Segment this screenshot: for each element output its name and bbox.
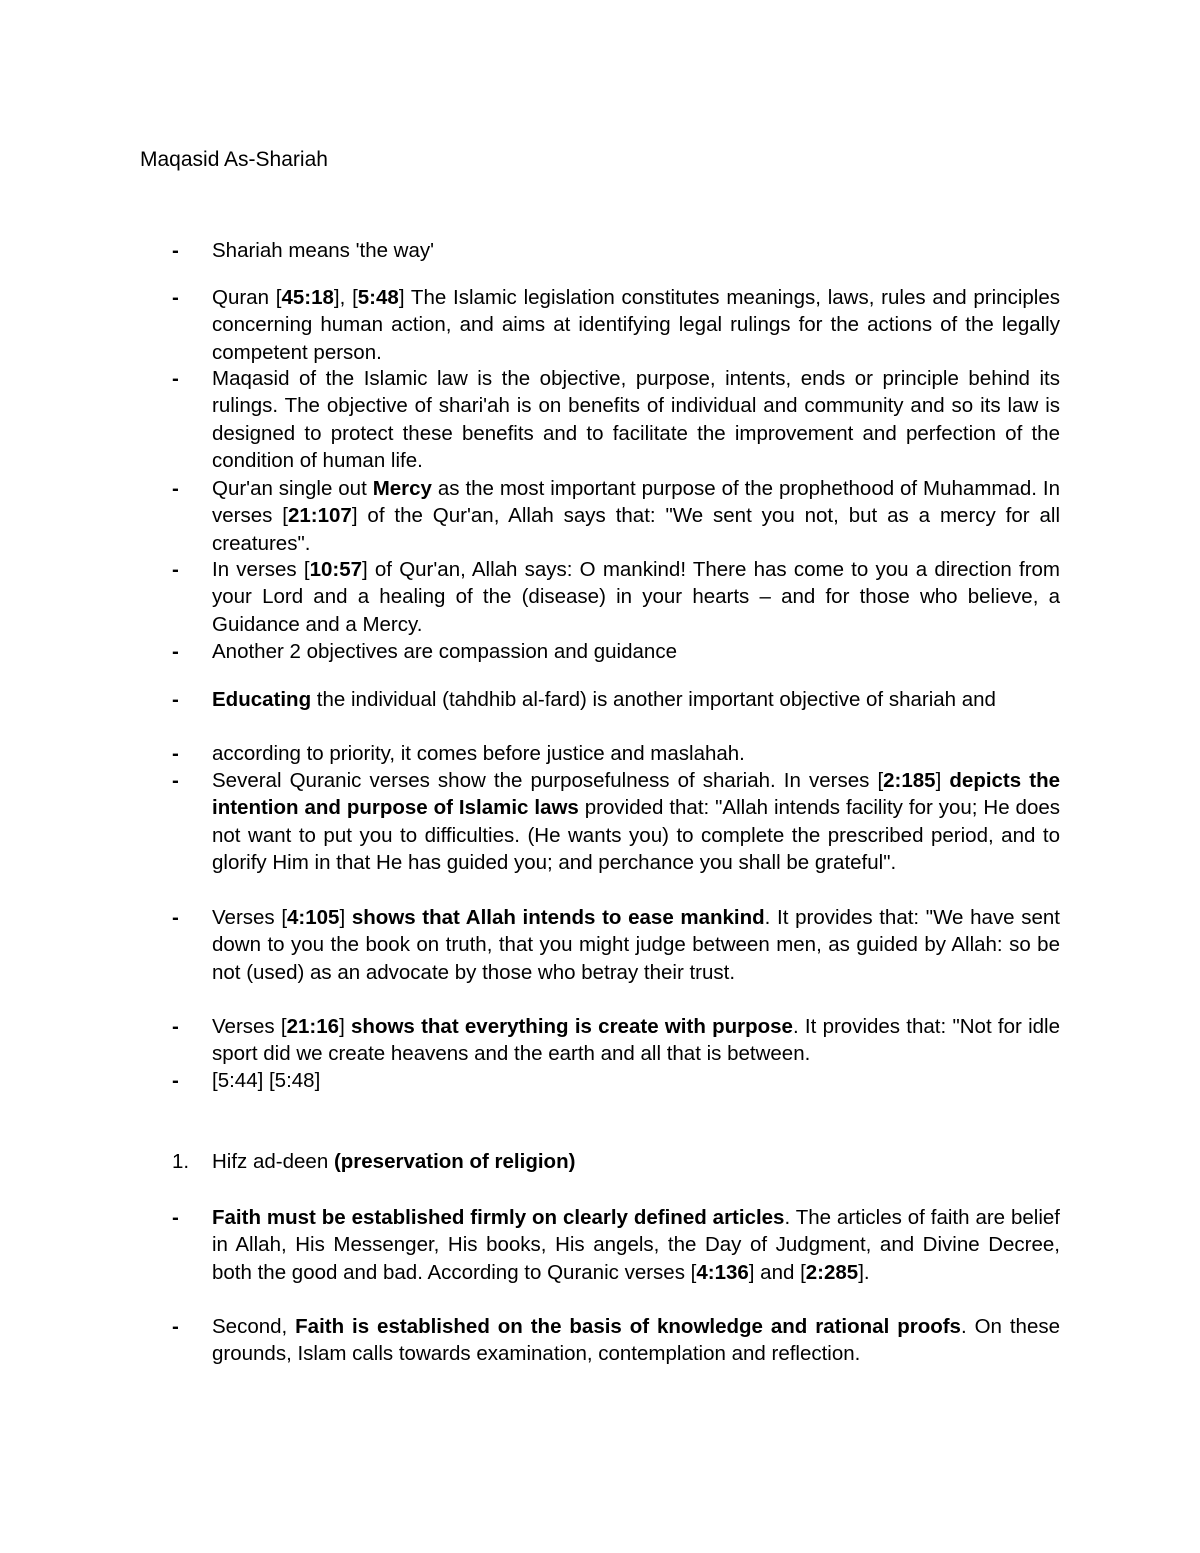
bullet-item: [172, 475, 1060, 557]
bullet-item: [172, 1067, 1060, 1094]
text-run: ]: [339, 906, 352, 929]
text-run: . It provides that: "We have sent down to you the book on truth, that you might judge between men, as guided by Allah: so be not (used) as an advocate by those who betray their trust.: [212, 906, 1060, 984]
item-text: [212, 365, 1060, 474]
text-run: In verses [: [212, 558, 310, 581]
item-text: [212, 1067, 1060, 1094]
bullet-dash: -: [172, 688, 179, 711]
bold-text: shows that everything is create with purpose: [351, 1015, 793, 1038]
bold-text: 4:105: [287, 906, 340, 929]
bullet-item: [172, 904, 1060, 986]
text-run: . On these grounds, Islam calls towards examination, contemplation and reflection.: [212, 1315, 1060, 1366]
text-run: . It provides that: "Not for idle sport did we create heavens and the earth and all that is between.: [212, 1015, 1060, 1066]
item-text: [212, 904, 1060, 986]
bullet-item: [172, 1204, 1060, 1286]
text-run: [5:44] [5:48]: [212, 1069, 321, 1092]
bullet-item: [172, 686, 1060, 713]
bullet-dash: -: [172, 1206, 179, 1229]
text-run: Quran [: [212, 286, 282, 309]
text-run: ] of Qur'an, Allah says: O mankind! There has come to you a direction from your Lord and a healing of the (disease) in your hearts – and for those who believe, a Guidance and a Mercy.: [212, 558, 1060, 636]
bullet-dash: -: [172, 640, 179, 663]
text-run: Several Quranic verses show the purposefulness of shariah. In verses [: [212, 769, 884, 792]
text-run: according to priority, it comes before justice and maslahah.: [212, 742, 745, 765]
item-text: [212, 475, 1060, 557]
text-run: Another 2 objectives are compassion and guidance: [212, 640, 677, 663]
item-text: [212, 1204, 1060, 1286]
bullet-item: [172, 365, 1060, 474]
page-title: Maqasid As-Shariah: [140, 148, 328, 171]
item-text: [212, 1313, 1060, 1368]
text-run: ], [: [333, 286, 358, 309]
text-run: Shariah means 'the way': [212, 239, 435, 262]
text-run: ] The Islamic legislation constitutes meanings, laws, rules and principles concerning human action, and aims at identifying legal rulings for the actions of the legally competent person.: [212, 286, 1060, 364]
bold-text: Educating: [212, 688, 312, 711]
item-number: 1.: [172, 1150, 190, 1173]
bullet-dash: -: [172, 742, 179, 765]
bold-text: (preservation of religion): [333, 1150, 576, 1173]
text-run: Hifz ad-deen: [212, 1150, 334, 1173]
bullet-item: [172, 1313, 1060, 1368]
item-text: [212, 556, 1060, 638]
text-run: ] and [: [748, 1260, 806, 1284]
text-run: Maqasid of the Islamic law is the objective, purpose, intents, ends or principle behind its rulings. The objective of shari'ah is on benefits of individual and community and so its law is designed to protect these benefits and to facilitate the improvement and perfection of the condition of human life.: [212, 367, 1060, 472]
bullet-item: [172, 638, 1060, 665]
text-run: ]: [935, 769, 950, 792]
bold-text: 2:285: [805, 1260, 859, 1284]
bullet-item: [172, 237, 1060, 264]
bold-text: 21:107: [287, 504, 352, 528]
text-run: Qur'an single out: [212, 477, 373, 500]
bullet-dash: -: [172, 769, 179, 792]
text-run: ].: [858, 1260, 870, 1284]
bullet-dash: -: [172, 286, 179, 309]
bullet-dash: -: [172, 239, 179, 262]
bold-text: 21:16: [286, 1015, 340, 1038]
bullet-dash: -: [172, 1069, 179, 1092]
item-text: [212, 740, 1060, 767]
item-text: [212, 284, 1060, 366]
bold-text: 2:185: [883, 769, 936, 792]
bullet-item: [172, 556, 1060, 638]
bold-text: shows that Allah intends to ease mankind: [351, 906, 765, 929]
text-run: ] of the Qur'an, Allah says that: "We sent you not, but as a mercy for all creatures".: [212, 504, 1060, 555]
text-run: Verses [: [212, 906, 288, 929]
item-text: [212, 1148, 1060, 1175]
bullet-dash: -: [172, 1015, 179, 1038]
item-text: [212, 1013, 1060, 1068]
text-run: provided that: "Allah intends facility for you; He does not want to put you to difficulties. (He wants you) to complete the prescribed period, and to glorify Him in that He has guided you; and perchance you shall be grateful".: [212, 796, 1060, 874]
item-text: [212, 767, 1060, 876]
bold-text: Mercy: [372, 477, 432, 500]
bullet-item: [172, 284, 1060, 366]
bold-text: 45:18: [281, 286, 334, 309]
item-text: [212, 638, 1060, 665]
bold-text: 10:57: [309, 558, 363, 581]
text-run: Second,: [212, 1315, 296, 1338]
text-run: as the most important purpose of the prophethood of Muhammad. In verses [: [212, 477, 1060, 528]
item-text: [212, 686, 1060, 713]
bullet-dash: -: [172, 558, 179, 581]
bold-text: 4:136: [696, 1260, 749, 1284]
text-run: the individual (tahdhib al-fard) is another important objective of shariah and: [311, 688, 996, 711]
numbered-item: [172, 1148, 1060, 1175]
bold-text: Faith must be established firmly on clearly defined articles: [212, 1206, 785, 1229]
bullet-item: [172, 767, 1060, 876]
bullet-dash: -: [172, 367, 179, 390]
bullet-dash: -: [172, 477, 179, 500]
bullet-item: [172, 1013, 1060, 1068]
text-run: Verses [: [212, 1015, 287, 1038]
item-text: [212, 237, 1060, 264]
bullet-item: [172, 740, 1060, 767]
bold-text: 5:48: [357, 286, 399, 309]
bold-text: depicts the intention and purpose of Islamic laws: [212, 769, 1060, 820]
bullet-dash: -: [172, 1315, 179, 1338]
bullet-dash: -: [172, 906, 179, 929]
text-run: . The articles of faith are belief in Allah, His Messenger, His books, His angels, the Day of Judgment, and Divine Decree, both the good and bad. According to Quranic verses [: [212, 1206, 1060, 1284]
text-run: ]: [339, 1015, 352, 1038]
bold-text: Faith is established on the basis of knowledge and rational proofs: [295, 1315, 961, 1338]
